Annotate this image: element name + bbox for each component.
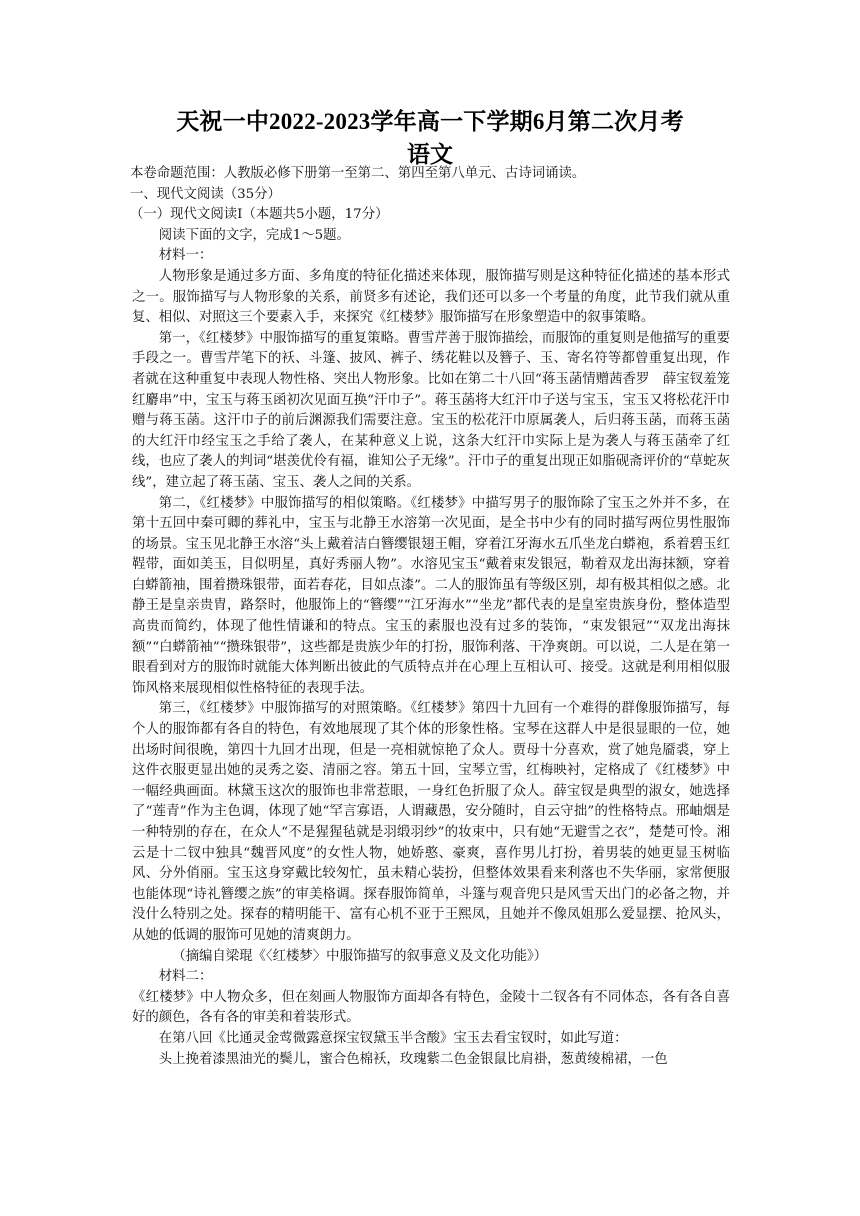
paragraph: 在第八回《比通灵金莺微露意探宝钗黛玉半含酸》宝玉去看宝钗时，如此写道： xyxy=(158,1030,628,1046)
material-label: 材料一： xyxy=(158,248,213,264)
paragraph: 人物形象是通过多方面、多角度的特征化描述来体现，服饰描写则是这种特征化描述的基本形式之一。服饰描写与人物形象的关系，前贤多有述论，我们还可以多一个考量的角度，此节我们就从重复、相似、对照这三个要素入手，来探究《红楼梦》服饰描写在形象塑造中的叙事策略。 xyxy=(132,268,730,326)
paragraph: 头上挽着漆黑油光的鬓儿，蜜合色棉袄，玫瑰紫二色金银鼠比肩褂，葱黄绫棉裙，一色 xyxy=(158,1051,668,1067)
exam-title: 天祝一中2022-2023学年高一下学期6月第二次月考 xyxy=(176,109,684,134)
exam-body xyxy=(132,164,730,1070)
paragraph: 《红楼梦》中人物众多，但在刻画人物服饰方面却各有特色，金陵十二钗各有不同体态，各有各自喜好的颜色，各有各的审美和着装形式。 xyxy=(132,989,730,1026)
paragraph: 第一，《红楼梦》中服饰描写的重复策略。曹雪芹善于服饰描绘，而服饰的重复则是他描写的重要手段之一。曹雪芹笔下的袄、斗篷、披风、裤子、绣花鞋以及簪子、玉、寄名符等都曾重复出现，作者就在这种重复中表现人物性格、突出人物形象。比如在第二十八回“蒋玉菡情赠茜香罗 薛宝钗羞笼红麝串”中，宝玉与蒋玉函初次见面互换“汗巾子”。蒋玉菡将大红汗巾子送与宝玉，宝玉又将松花汗巾赠与蒋玉菡。这汗巾子的前后渊源我们需要注意。宝玉的松花汗巾原属袭人，后归蒋玉菡，而蒋玉菡的大红汗巾经宝玉之手给了袭人，在某种意义上说，这条大红汗巾实际上是为袭人与蒋玉菡牵了红线，也应了袭人的判词“堪羡优伶有福，谁知公子无缘”。汗巾子的重复出现正如脂砚斋评价的“草蛇灰线”，建立起了蒋玉菡、宝玉、袭人之间的关系。 xyxy=(132,330,730,490)
section-heading: 一、现代文阅读（35分） xyxy=(130,186,281,202)
part-heading: （一）现代文阅读Ⅰ（本题共5小题，17分） xyxy=(130,207,389,223)
reading-instruction: 阅读下面的文字，完成1～5题。 xyxy=(158,227,350,243)
paragraph: 第二，《红楼梦》中服饰描写的相似策略。《红楼梦》中描写男子的服饰除了宝玉之外并不多，在第十五回中秦可卿的葬礼中，宝玉与北静王水溶第一次见面，是全书中少有的同时描写两位男性服饰的场景。宝玉见北静王水溶“头上戴着洁白簪缨银翅王帽，穿着江牙海水五爪坐龙白蟒袍，系着碧玉红鞓带，面如美玉，目似明星，真好秀丽人物”。水溶见宝玉“戴着束发银冠，勒着双龙出海抹额，穿着白蟒箭袖，围着攒珠银带，面若春花，目如点漆”。二人的服饰虽有等级区别，却有极其相似之感。北静王是皇亲贵胄，路祭时，他服饰上的“簪缨”“江牙海水”“坐龙”都代表的是皇室贵族身份，整体造型高贵而简约，体现了他性情谦和的特点。宝玉的素服也没有过多的装饰，“束发银冠”“双龙出海抹额”“白蟒箭袖”“攒珠银带”，这些都是贵族少年的打扮，服饰利落、干净爽朗。可以说，二人是在第一眼看到对方的服饰时就能大体判断出彼此的气质特点并在心理上互相认可、接受。这就是利用相似服饰风格来展现相似性格特征的表现手法。 xyxy=(132,495,730,696)
paragraph: 第三，《红楼梦》中服饰描写的对照策略。《红楼梦》第四十九回有一个难得的群像服饰描写，每个人的服饰都有各自的特色，有效地展现了其个体的形象性格。宝琴在这群人中是很显眼的一位，她出场时间很晚，第四十九回才出现，但是一亮相就惊艳了众人。贾母十分喜欢，赏了她凫靥裘，穿上这件衣服更显出她的灵秀之姿、清丽之容。第五十回，宝琴立雪，红梅映衬，定格成了《红楼梦》中一幅经典画面。林黛玉这次的服饰也非常惹眼，一身红色折服了众人。薛宝钗是典型的淑女，她选择了“莲青”作为主色调，体现了她“罕言寡语，人谓藏愚，安分随时，自云守拙”的性格特点。邢岫烟是一种特别的存在，在众人“不是猩猩毡就是羽缎羽纱”的妆束中，只有她“无避雪之衣”，楚楚可怜。湘云是十二钗中独具“魏晋风度”的女性人物，她娇憨、豪爽，喜作男儿打扮，着男装的她更显玉树临风、分外俏丽。宝玉这身穿戴比较匆忙，虽未精心装扮，但整体效果看来利落也不失华丽，家常便服也能体现“诗礼簪缨之族”的审美格调。探春服饰简单，斗篷与观音兜只是风雪天出门的必备之物，并没什么特别之处。探春的精明能干、富有心机不亚于王熙凤，且她并不像凤姐那么爱显摆、抢风头，从她的低调的服饰可见她的清爽朗力。 xyxy=(132,701,730,943)
subject-title: 语文 xyxy=(407,142,453,167)
scope-note: 本卷命题范围：人教版必修下册第一至第二、第四至第八单元、古诗词诵读。 xyxy=(130,166,586,181)
material-label: 材料二： xyxy=(158,969,213,985)
source-citation: （摘编自梁琨《〈红楼梦〉中服饰描写的叙事意义及文化功能》） xyxy=(172,948,548,964)
